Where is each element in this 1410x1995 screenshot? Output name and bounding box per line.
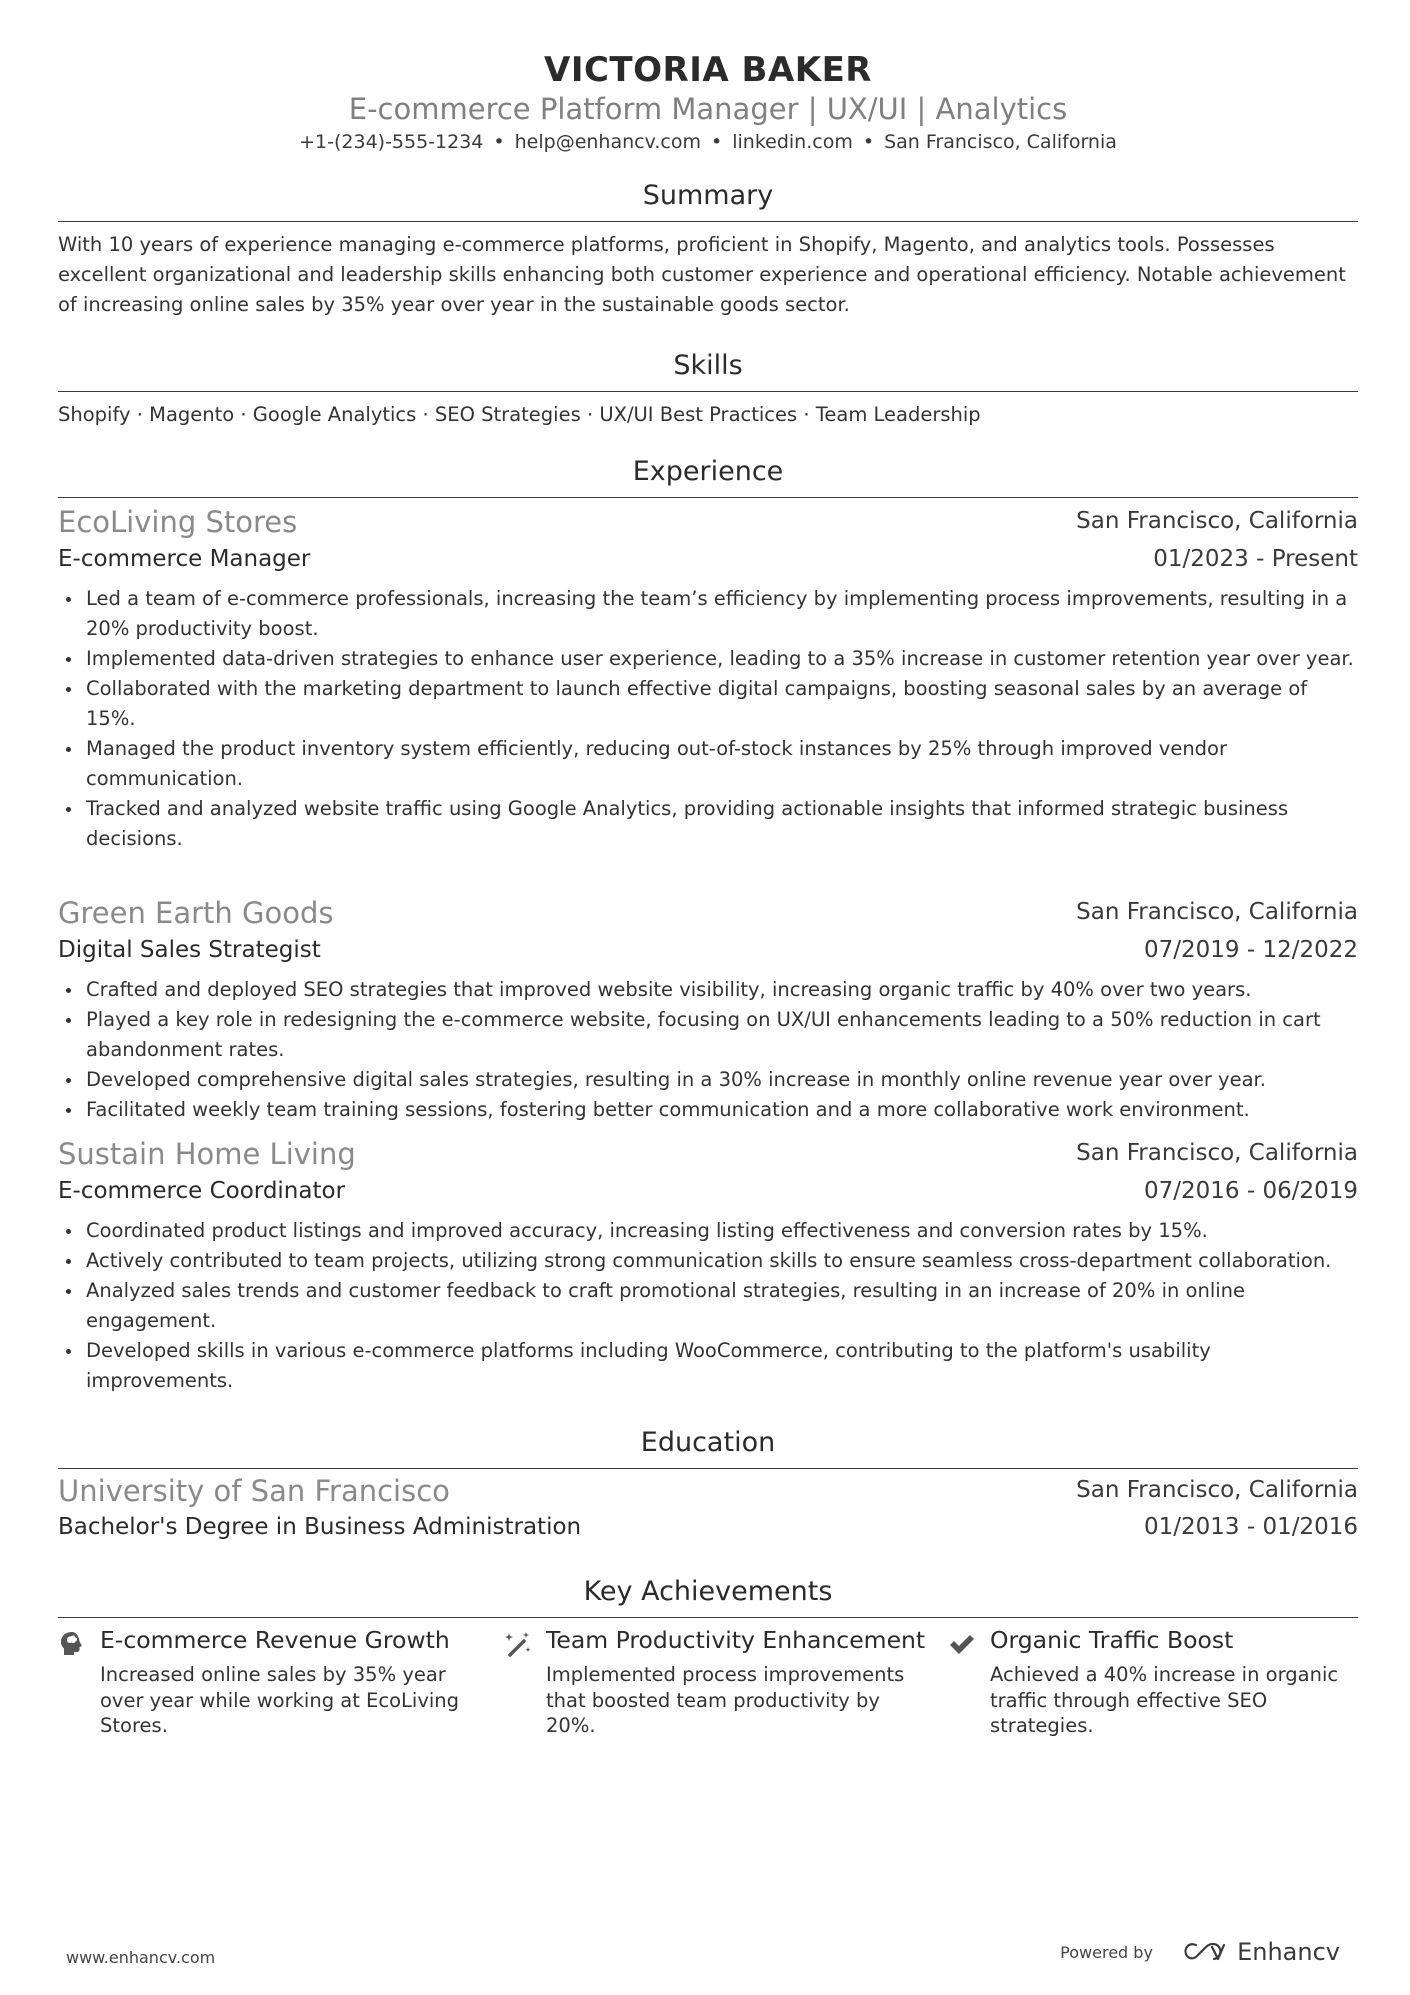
achievement-text: Achieved a 40% increase in organic traffic through effective SEO strategies.	[990, 1663, 1339, 1737]
job-role: Digital Sales Strategist	[58, 937, 321, 963]
job-company: Green Earth Goods	[58, 896, 334, 930]
skills-rule	[58, 391, 1358, 392]
list-item: Developed comprehensive digital sales strategies, resulting in a 30% increase in monthly online revenue year over year.	[58, 1065, 1358, 1095]
contact-phone: +1-(234)-555-1234	[299, 131, 484, 153]
education-degree: Bachelor's Degree in Business Administration	[58, 1514, 582, 1540]
experience-heading: Experience	[632, 456, 784, 487]
list-item: Developed skills in various e-commerce platforms including WooCommerce, contributing to the platform's usability improvements.	[58, 1336, 1358, 1396]
achievement-text: Implemented process improvements that boosted team productivity by 20%.	[546, 1663, 905, 1737]
education-heading: Education	[640, 1427, 776, 1458]
skills-list: Shopify · Magento · Google Analytics · SEO Strategies · UX/UI Best Practices · Team Leadership	[58, 403, 981, 426]
candidate-title: E-commerce Platform Manager | UX/UI | Analytics	[348, 92, 1068, 126]
job-dates: 07/2016 - 06/2019	[1143, 1178, 1358, 1204]
summary-text: With 10 years of experience managing e-commerce platforms, proficient in Shopify, Magento, and analytics tools. Possesses excellent organizational and leadership skills enhancing both customer experience and operational efficiency. Notable achievement of increasing online sales by 35% year over year in the sustainable goods sector.	[58, 233, 1346, 316]
footer-branding	[1060, 1938, 1340, 1968]
contact-separator: •	[493, 131, 505, 153]
list-item: Collaborated with the marketing department to launch effective digital campaigns, boosting seasonal sales by an average of 15%.	[58, 674, 1358, 734]
achievements-rule	[58, 1617, 1358, 1618]
job-role: E-commerce Coordinator	[58, 1178, 346, 1204]
contact-separator: •	[711, 131, 723, 153]
job-dates: 01/2023 - Present	[1153, 546, 1358, 572]
education-school: University of San Francisco	[58, 1474, 450, 1508]
job-bullets	[58, 1216, 1358, 1396]
job-location: San Francisco, California	[1076, 899, 1358, 925]
job-role: E-commerce Manager	[58, 546, 311, 572]
brain-head-icon	[58, 1630, 86, 1658]
list-item: Tracked and analyzed website traffic using Google Analytics, providing actionable insights that informed strategic business decisions.	[58, 794, 1358, 854]
enhancv-brand: Enhancv	[1237, 1938, 1340, 1966]
magic-wand-icon	[504, 1630, 532, 1658]
contact-linkedin[interactable]: linkedin.com	[732, 131, 853, 153]
contact-location: San Francisco, California	[884, 131, 1117, 153]
list-item: Led a team of e-commerce professionals, increasing the team’s efficiency by implementing process improvements, resulting in a 20% productivity boost.	[58, 584, 1358, 644]
candidate-name: VICTORIA BAKER	[544, 50, 872, 90]
experience-rule	[58, 497, 1358, 498]
checkmark-icon	[948, 1630, 976, 1658]
footer-website[interactable]: www.enhancv.com	[66, 1948, 216, 1967]
job-bullets	[58, 584, 1358, 854]
education-dates: 01/2013 - 01/2016	[1143, 1514, 1358, 1540]
job-bullets	[58, 975, 1358, 1125]
job-location: San Francisco, California	[1076, 1140, 1358, 1166]
summary-rule	[58, 221, 1358, 222]
job-company: EcoLiving Stores	[58, 505, 298, 539]
achievement-title: Organic Traffic Boost	[990, 1626, 1234, 1654]
achievements-heading: Key Achievements	[583, 1576, 833, 1607]
job-company: Sustain Home Living	[58, 1137, 356, 1171]
enhancv-logo-icon	[1182, 1942, 1231, 1961]
list-item: Crafted and deployed SEO strategies that improved website visibility, increasing organic traffic by 40% over two years.	[58, 975, 1358, 1005]
list-item: Coordinated product listings and improved accuracy, increasing listing effectiveness and conversion rates by 15%.	[58, 1216, 1358, 1246]
contact-line	[58, 131, 1358, 153]
skills-heading: Skills	[673, 350, 743, 381]
list-item: Implemented data-driven strategies to enhance user experience, leading to a 35% increase in customer retention year over year.	[58, 644, 1358, 674]
education-rule	[58, 1468, 1358, 1469]
job-location: San Francisco, California	[1076, 508, 1358, 534]
summary-heading: Summary	[642, 180, 774, 211]
list-item: Facilitated weekly team training sessions, fostering better communication and a more collaborative work environment.	[58, 1095, 1358, 1125]
achievement-text: Increased online sales by 35% year over year while working at EcoLiving Stores.	[100, 1663, 460, 1737]
achievement-title: E-commerce Revenue Growth	[100, 1626, 450, 1654]
job-dates: 07/2019 - 12/2022	[1143, 937, 1358, 963]
list-item: Played a key role in redesigning the e-commerce website, focusing on UX/UI enhancements leading to a 50% reduction in cart abandonment rates.	[58, 1005, 1358, 1065]
achievement-title: Team Productivity Enhancement	[546, 1626, 926, 1654]
contact-separator: •	[862, 131, 875, 153]
contact-email[interactable]: help@enhancv.com	[514, 131, 701, 153]
education-location: San Francisco, California	[1076, 1477, 1358, 1503]
powered-by-label: Powered by	[1060, 1942, 1153, 1962]
list-item: Managed the product inventory system efficiently, reducing out-of-stock instances by 25% through improved vendor communication.	[58, 734, 1358, 794]
list-item: Analyzed sales trends and customer feedback to craft promotional strategies, resulting in an increase of 20% in online engagement.	[58, 1276, 1358, 1336]
list-item: Actively contributed to team projects, utilizing strong communication skills to ensure seamless cross-department collaboration.	[58, 1246, 1358, 1276]
